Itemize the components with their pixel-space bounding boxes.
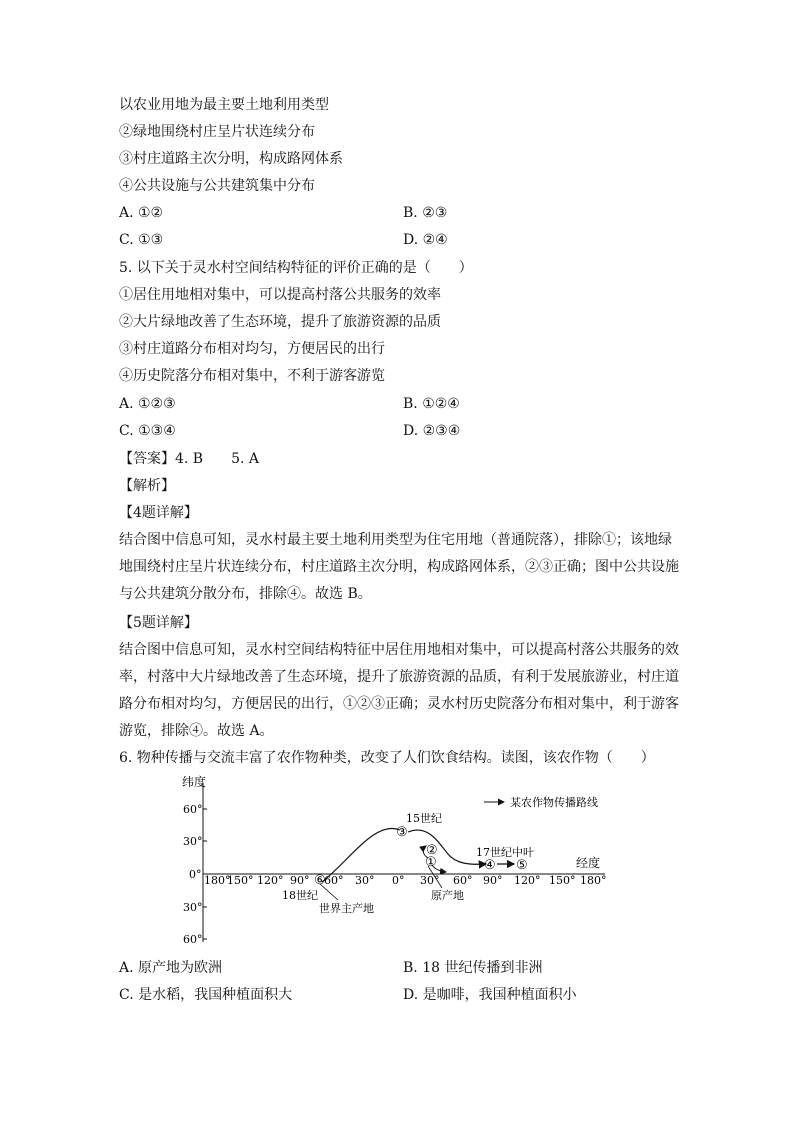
q5-option-d[interactable]: D. ②③④ [403,423,461,439]
point-4: ④ [484,858,496,873]
y-tick-60n: 60° [183,803,203,816]
q5-item-4: ④历史院落分布相对集中，不利于游客游览 [119,368,385,384]
analysis-heading: 【解析】 [119,478,175,494]
answer-line: 【答案】4. B 5. A [119,451,260,467]
q6-option-b[interactable]: B. 18 世纪传播到非洲 [403,960,543,976]
label-main-producer: 世界主产地 [319,902,374,915]
x-tick-90w: 90° [290,874,310,887]
q4-explain-heading: 【4题详解】 [119,505,198,521]
x-tick-120w: 120° [257,874,284,887]
q6-option-a[interactable]: A. 原产地为欧洲 [119,960,223,976]
x-tick-150w: 150° [227,874,254,887]
x-tick-0: 0° [392,874,405,887]
point-1: ① [425,855,437,870]
point-2: ② [426,843,438,858]
q6-option-d[interactable]: D. 是咖啡，我国种植面积小 [403,987,577,1003]
x-tick-120e: 120° [514,874,541,887]
q5-item-1: ①居住用地相对集中，可以提高村落公共服务的效率 [119,287,441,303]
x-tick-30w: 30° [355,874,375,887]
q4-item-4: ④公共设施与公共建筑集中分布 [119,178,315,194]
y-tick-60s: 60° [183,933,203,946]
q4-item-3: ③村庄道路主次分明，构成路网体系 [119,151,343,167]
q5-stem: 5. 以下关于灵水村空间结构特征的评价正确的是（ ） [119,260,473,276]
q5-explanation [119,637,679,745]
label-18th-century: 18世纪 [282,889,318,902]
x-tick-150e: 150° [549,874,576,887]
q4-explanation [119,527,679,608]
q4-explain-line-2: 地围绕村庄呈片状连续分布，村庄道路主次分明，构成路网体系，②③正确；图中公共设施 [119,559,679,575]
q4-option-c[interactable]: C. ①③ [119,232,164,248]
q4-explain-line-3: 与公共建筑分散分布，排除④。故选 B。 [119,586,372,602]
q4-option-a[interactable]: A. ①② [119,205,164,221]
x-tick-180e: 180° [580,874,607,887]
label-15th-century: 15世纪 [406,812,442,825]
y-tick-0: 0° [189,868,202,881]
y-tick-30s: 30° [183,901,203,914]
q4-explain-line-1: 结合图中信息可知，灵水村最主要土地利用类型为住宅用地（普通院落），排除①；该地绿 [119,532,672,548]
q5-item-2: ②大片绿地改善了生态环境，提升了旅游资源的品质 [119,314,441,330]
label-17th-century: 17世纪中叶 [476,846,534,859]
x-ticks [204,874,607,887]
x-tick-60e: 60° [453,874,473,887]
point-6: ⑥ [314,873,326,888]
x-tick-60w: 60° [324,874,344,887]
q5-option-c[interactable]: C. ①③④ [119,423,176,439]
legend-label: 某农作物传播路线 [510,796,598,809]
q5-explain-heading: 【5题详解】 [119,615,198,631]
q4-item-2: ②绿地围绕村庄呈片状连续分布 [119,124,315,140]
q4-option-d[interactable]: D. ②④ [403,232,448,248]
q6-stem: 6. 物种传播与交流丰富了农作物种类，改变了人们饮食结构。读图，该农作物（ ） [119,750,655,766]
x-axis-title: 经度 [576,856,601,870]
q5-explain-line-2: 率，村落中大片绿地改善了生态环境，提升了旅游资源的品质，有利于发展旅游业，村庄道 [119,669,679,685]
crop-spread-figure [170,772,620,952]
q5-item-3: ③村庄道路分布相对均匀，方便居民的出行 [119,341,385,357]
route-3-to-4 [408,830,486,864]
q5-explain-line-3: 路分布相对均匀，方便居民的出行，①②③正确；灵水村历史院落分布相对集中，利于游客 [119,696,679,712]
q5-option-b[interactable]: B. ①②④ [403,396,460,412]
q5-explain-line-4: 游览，排除④。故选 A。 [119,723,274,739]
q4-item-1: 以农业用地为最主要土地利用类型 [119,97,329,113]
x-tick-90e: 90° [483,874,503,887]
q5-explain-line-1: 结合图中信息可知，灵水村空间结构特征中居住用地相对集中，可以提高村落公共服务的效 [119,642,679,658]
q6-option-c[interactable]: C. 是水稻，我国种植面积大 [119,987,293,1003]
q4-option-b[interactable]: B. ②③ [403,205,448,221]
x-tick-180w: 180° [204,874,231,887]
point-3: ③ [396,825,408,840]
q5-option-a[interactable]: A. ①②③ [119,396,176,412]
y-tick-30n: 30° [183,835,203,848]
x-tick-30e: 30° [420,874,440,887]
point-5: ⑤ [516,858,528,873]
y-axis-title: 纬度 [182,775,207,789]
label-origin: 原产地 [431,889,464,902]
